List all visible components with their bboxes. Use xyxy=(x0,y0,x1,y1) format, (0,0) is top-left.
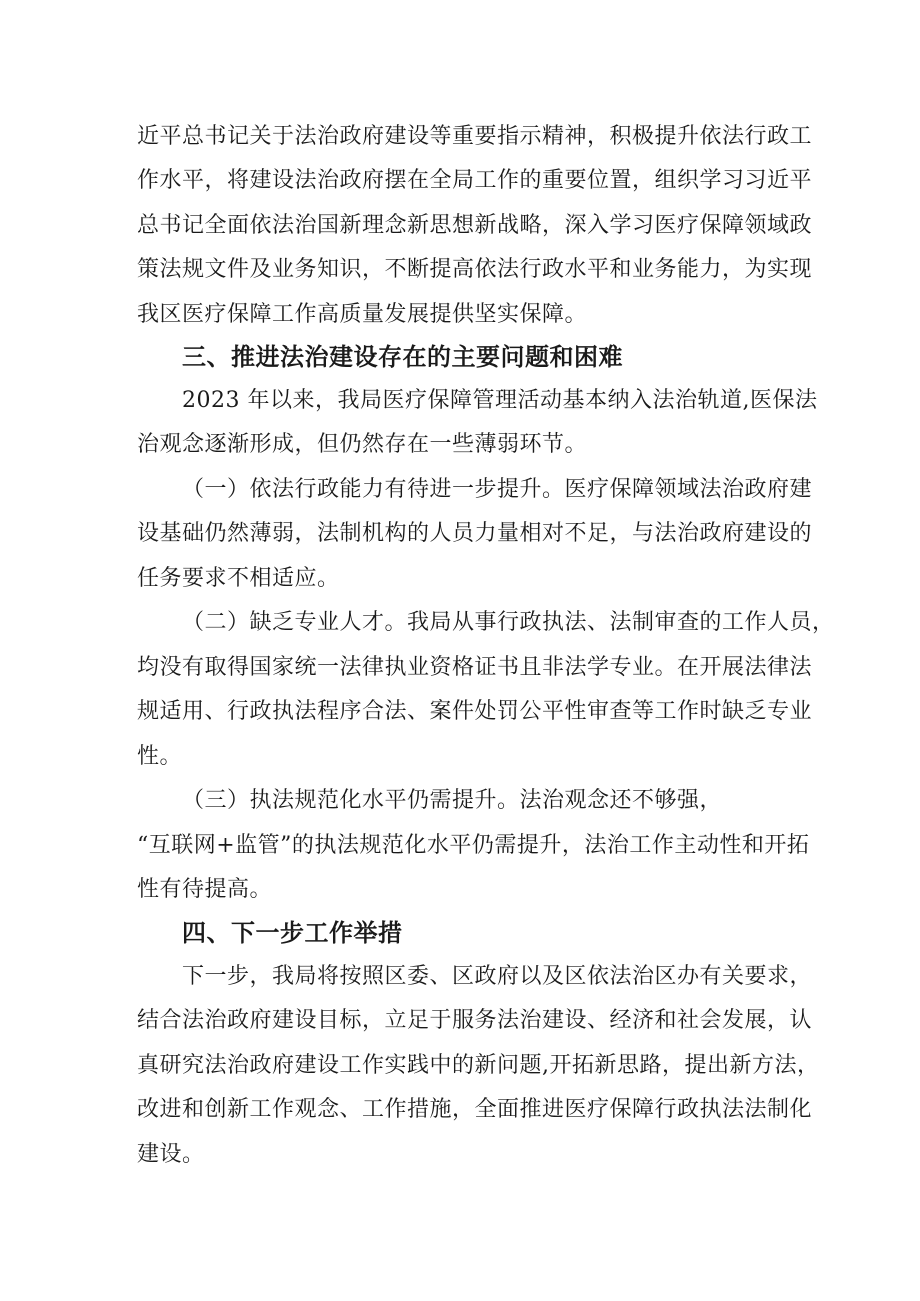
paragraph-line: 下一步，我局将按照区委、区政府以及区依法治区办有关要求， xyxy=(182,964,813,989)
paragraph-line: 2023 年以来，我局医疗保障管理活动基本纳入法治轨道,医保法 xyxy=(182,388,818,413)
paragraph-line: 任务要求不相适应。 xyxy=(137,566,340,591)
paragraph-line: （三）执法规范化水平仍需提升。法治观念还不够强， xyxy=(182,788,723,813)
paragraph-line: 治观念逐渐形成，但仍然存在一些薄弱环节。 xyxy=(137,432,588,457)
paragraph-line: 我区医疗保障工作高质量发展提供坚实保障。 xyxy=(137,302,588,327)
paragraph-line: 策法规文件及业务知识，不断提高依法行政水平和业务能力，为实现 xyxy=(137,257,813,282)
paragraph-line: 性有待提高。 xyxy=(137,877,273,902)
paragraph-line: 改进和创新工作观念、工作措施，全面推进医疗保障行政执法法制化 xyxy=(137,1097,813,1122)
paragraph-line: （二）缺乏专业人才。我局从事行政执法、法制审查的工作人员， xyxy=(182,610,835,635)
paragraph-line: 总书记全面依法治国新理念新思想新战略，深入学习医疗保障领域政 xyxy=(137,213,813,238)
paragraph-line: （一）依法行政能力有待进一步提升。医疗保障领域法治政府建 xyxy=(182,477,813,502)
section-heading: 四、下一步工作举措 xyxy=(182,919,403,947)
paragraph-line: 设基础仍然薄弱，法制机构的人员力量相对不足，与法治政府建设的 xyxy=(137,521,813,546)
paragraph-line: 真研究法治政府建设工作实践中的新问题,开拓新思路，提出新方法， xyxy=(137,1053,820,1078)
paragraph-line: 近平总书记关于法治政府建设等重要指示精神，积极提升依法行政工 xyxy=(137,124,813,149)
paragraph-line: 结合法治政府建设目标，立足于服务法治建设、经济和社会发展，认 xyxy=(137,1008,813,1033)
paragraph-line: 均没有取得国家统一法律执业资格证书且非法学专业。在开展法律法 xyxy=(137,655,813,680)
paragraph-line: 作水平，将建设法治政府摆在全局工作的重要位置，组织学习习近平 xyxy=(137,168,813,193)
paragraph-line: 规适用、行政执法程序合法、案件处罚公平性审查等工作时缺乏专业 xyxy=(137,699,813,724)
paragraph-line: 性。 xyxy=(137,744,183,769)
paragraph-line: “互联网+监管”的执法规范化水平仍需提升，法治工作主动性和开拓 xyxy=(137,833,810,858)
section-heading: 三、推进法治建设存在的主要问题和困难 xyxy=(182,343,623,371)
paragraph-line: 建设。 xyxy=(137,1142,205,1167)
